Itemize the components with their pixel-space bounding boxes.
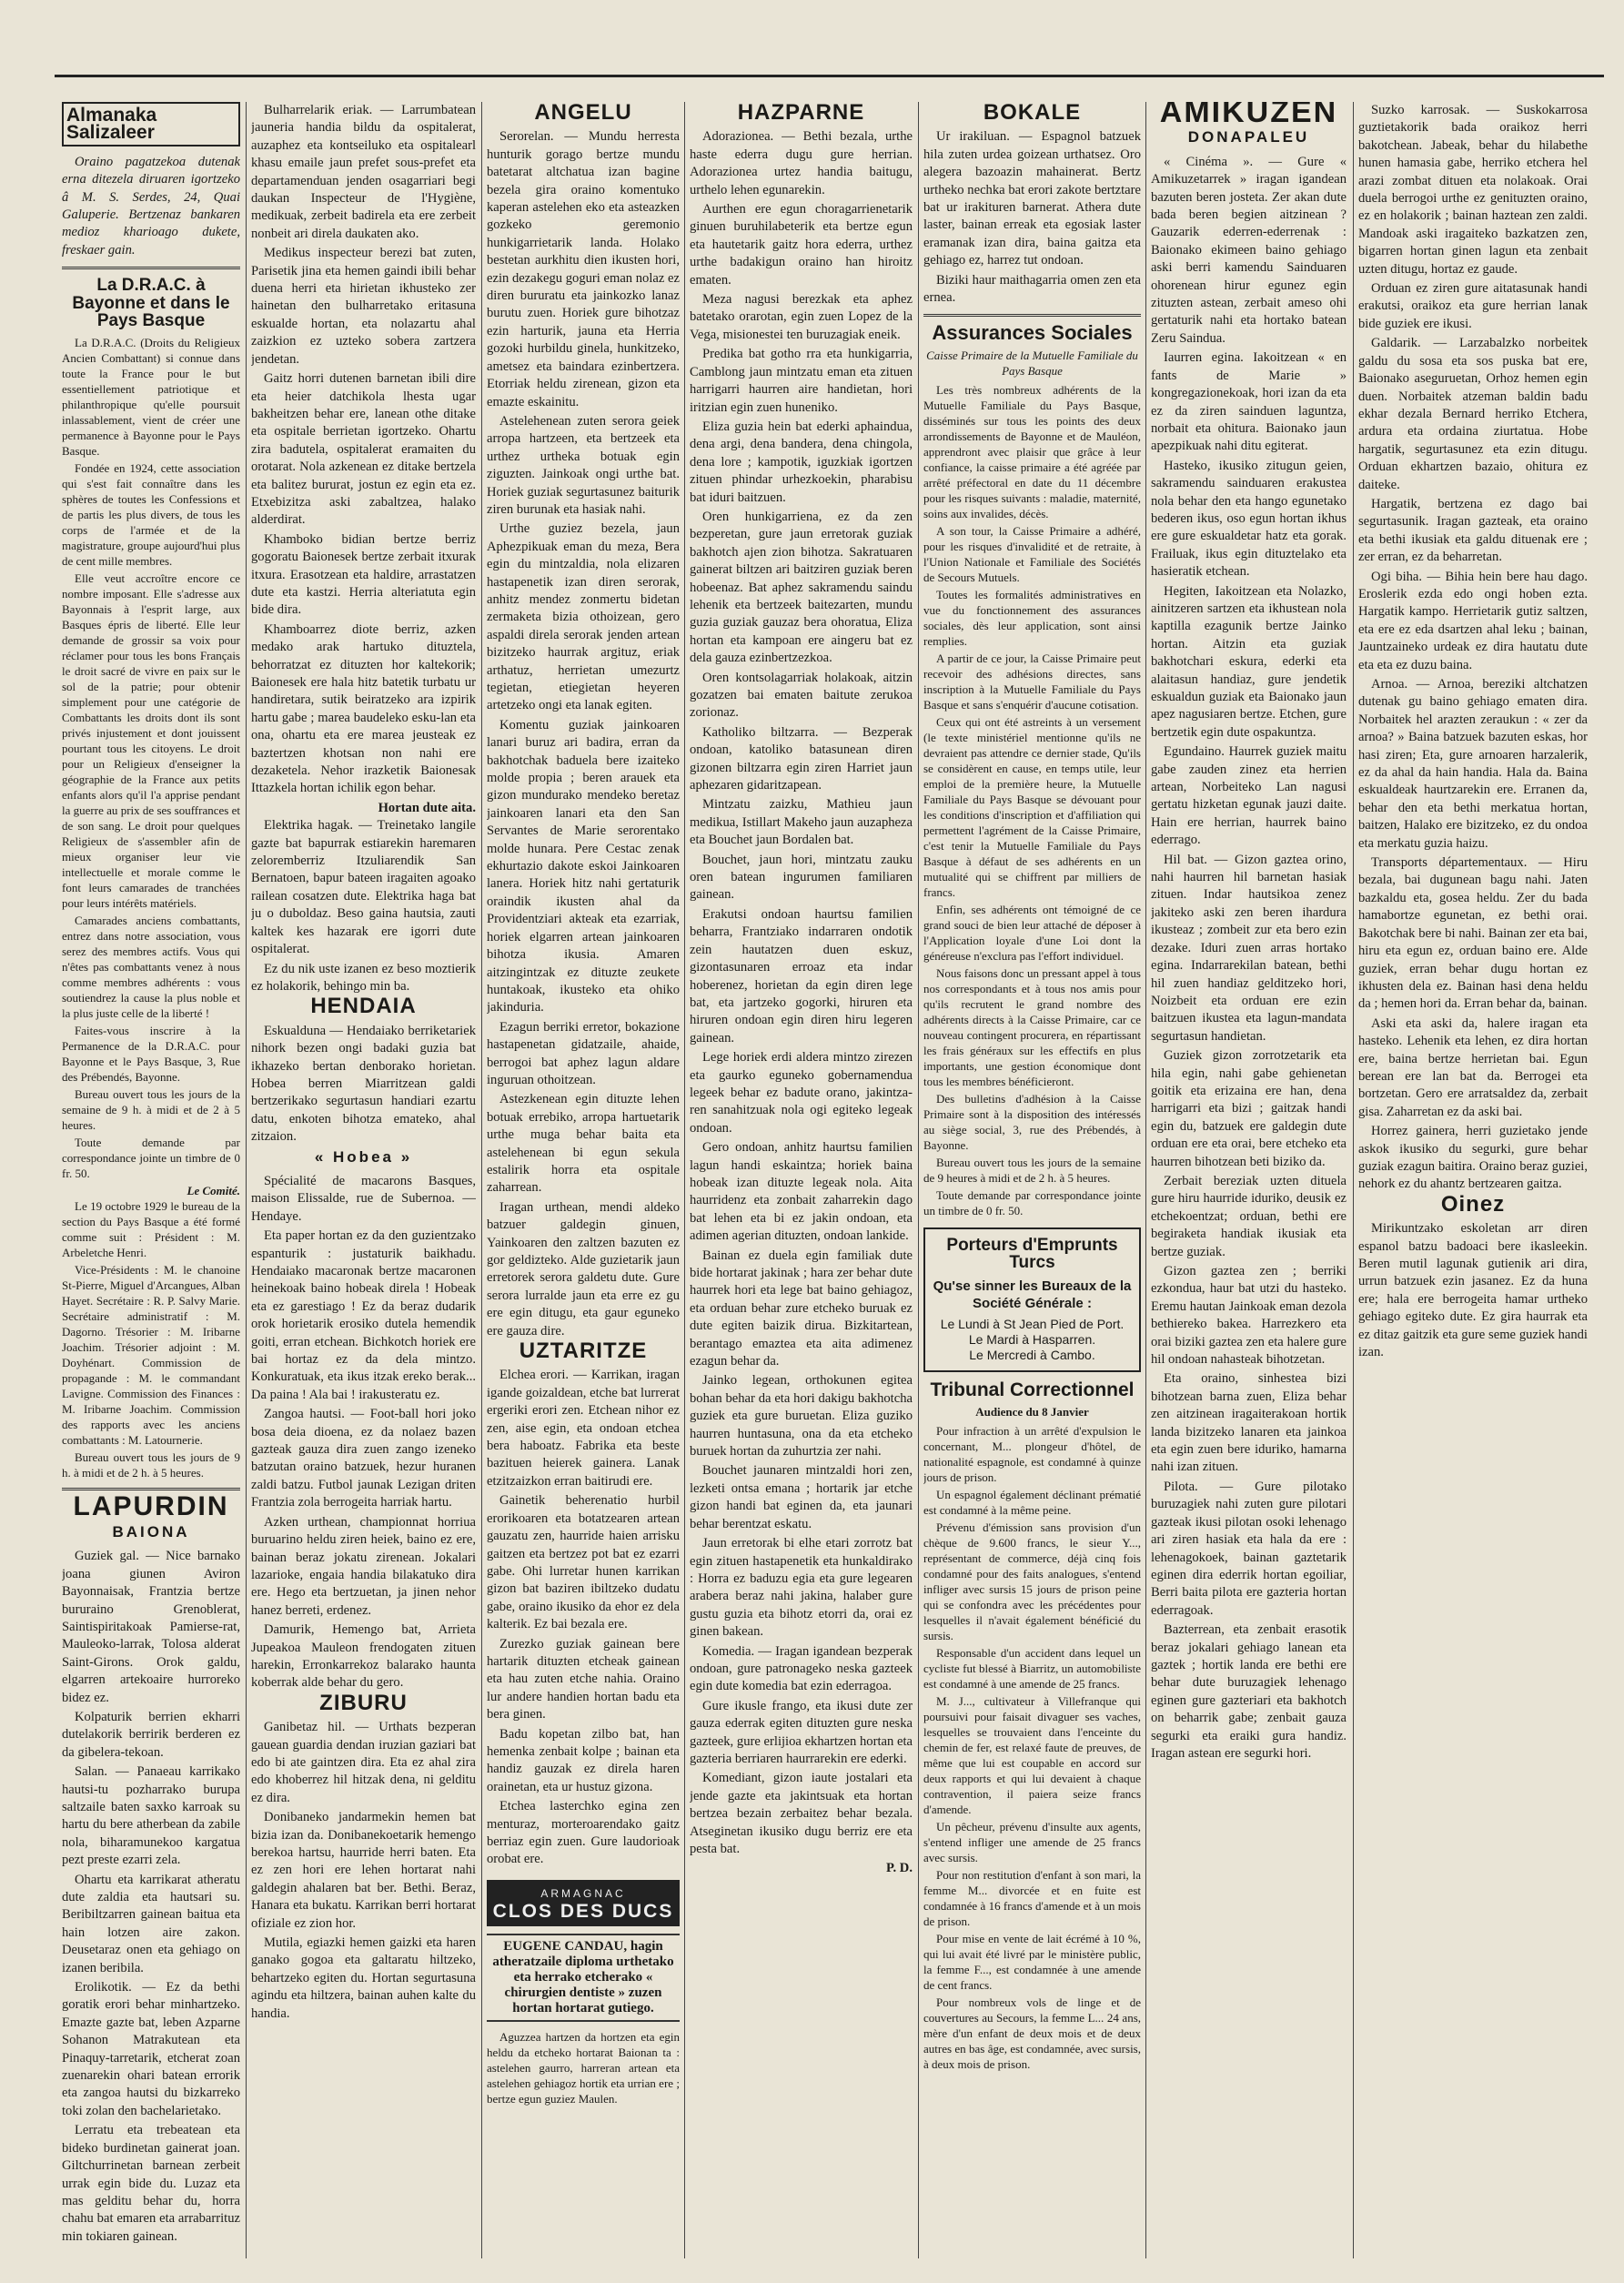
column-divider — [1353, 102, 1354, 2258]
column-divider — [246, 102, 247, 2258]
article-paragraph: Elchea erori. — Karrikan, iragan igande goizaldean, etche bat lurrerat ergeriki erori zen. Etchean nihor ez zen, aise egin, eta ondoan etchea bera haboatz. Fabrika eta beste bazituen heierek gainera. Lanak etzitzaizkon erran baitirudi ere. — [487, 1368, 680, 1489]
drac-paragraph: Le 19 octobre 1929 le bureau de la section du Pays Basque a été formé comme suit : Président : M. Arbeletche Henri. — [62, 1199, 240, 1260]
article-paragraph: Etchea lasterchko egina zen menturaz, morteroarendako gaitz berriaz egin zuen. Gure laudorioak orobat ere. — [487, 1799, 680, 1867]
assurances-paragraph: Bureau ouvert tous les jours de la semaine de 9 heures à midi et de 2 h. à 5 heures. — [923, 1155, 1141, 1185]
column-5 — [923, 102, 1141, 2258]
article-paragraph: Bulharrelarik eriak. — Larrumbatean jauneria handia bildu da ospitalerat, auzaphez eta kontseiluko eta ospitalearl khasu emaile jaun prefet sous-prefet eta departamenduan jenden osagarriari begi daukan Inspecteur de l'Hygiène, medikuak, zerbeit badirela eta ere zerbeit nonbeit ari direla daukaten ako. — [251, 103, 476, 241]
article-paragraph: Lerratu eta trebeatean eta bideko burdinetan gainerat joan. Giltchurrinetan barnean zerbeit urrak egin bide du. Luzaz eta mas gelditu behar du, horra chahu bat emaren eta arrabarrituz min tokiaren gainean. — [62, 2123, 240, 2244]
section-ziburu: ZIBURU — [319, 1690, 408, 1715]
article-paragraph: Katholiko biltzarra. — Bezperak ondoan, katoliko batasunean diren gizonen biltzarra egin ziren Harriet jaun aphezaren gidaritzapean. — [690, 724, 913, 793]
section-donapaleu: DONAPALEU — [1187, 128, 1310, 146]
column-divider — [684, 102, 685, 2258]
divider — [62, 1488, 240, 1490]
article-paragraph: Hil bat. — Gizon gaztea orino, nahi haurren hil barnetan hasiak zituen. Indar hautsikoa zenez jakiteko aski zen beren ihardura ikusteaz ; zombeit zur eta bero ezin dezake. Iduri zuen arras hortako egina. Indarrarekilan batean, bethi hil zuen handiaz gelditzeko hori, Noizbeit eta orduan ere ezin baitzuen ikustea eta lagun-mandata segurtasun handietan. — [1151, 852, 1347, 1044]
article-paragraph: Erakutsi ondoan haurtsu familien beharra, Frantziako indarraren ondotik zein hautatzen duen eskuz, gizontasunaren erroaz eta indar hoberenez, horietan da egin diren lege bat, eta jartzeko gogorki, hiruren eta hiruren ondoan egin diren hiru legeren gainean. — [690, 906, 913, 1046]
article-paragraph: Zerbait bereziak uzten dituela gure hiru haurride iduriko, deusik ez etchekoentzat; orduan, bethi ere begiraketa handiak ikusiak eta bertze guziak. — [1151, 1173, 1347, 1259]
article-paragraph: Ezagun berriki erretor, bokazione hastapenetan gidatzaile, ahaide, berrogoi bat aphez lagun aldare inguruan othoitzean. — [487, 1019, 680, 1087]
divider — [62, 267, 240, 269]
drac-signature: Le Comité. — [187, 1184, 240, 1198]
article-paragraph: Kolpaturik berrien ekharri dutelakorik berririk berderen ez da gibelera-tekoan. — [62, 1709, 240, 1760]
section-hazparne: HAZPARNE — [737, 102, 865, 125]
emprunts-turcs-ad — [923, 1227, 1141, 1372]
assurances-title: Assurances Sociales — [932, 321, 1133, 345]
article-signature: Hortan dute aita. — [378, 800, 476, 815]
tribunal-paragraph: Pour non restitution d'enfant à son mari, la femme M... divorcée et en fuite est condamnée à 16 francs d'amende et à un mois de prison. — [923, 1867, 1141, 1928]
article-paragraph: Eskualduna — Hendaiako berriketariek nihork bezen ongi badaki guzia bat ikhazeko bertan denborako horietan. Hobea berren Miarritzean galdi bertzerikako segurtasun handiari ezartu datu, enkoten bihotza emateko, ahal zitzaion. — [251, 1023, 476, 1145]
column-1 — [62, 102, 240, 2258]
article-paragraph: Jainko legean, orthokunen egitea bohan behar da eta hori dakigu bakhotcha guziek eta gure buruetan. Eliza guziko haurren huntasuna, ona da eta etcheko buruek hortan da zuhurtzia zer nahi. — [690, 1373, 913, 1460]
article-paragraph: Elektrika hagak. — Treinetako langile gazte bat bapurrak estiarekin haremaren zeloremberriz Itzuliarendik San Bernatoen, bapur bateen iragaiten agoako railean cosatzen dute. Elektrika haga bat ju o duboldaz. Beso gaina hautsia, zauti kaltek kes hazarak ere igorri dute ospitalerat. — [251, 818, 476, 957]
tribunal-title: Tribunal Correctionnel — [930, 1379, 1135, 1400]
article-paragraph: Bainan ez duela egin familiak dute bide hortarat jakinak ; hara zer behar dute haurrek hori eta lege bat baino gehiagoz, eta orduan behar zure etcheko buruak ez dute egiten baizik dirua. Bizkitartean, berantago emaztea eta aita adimenez ezagun behar da. — [690, 1248, 913, 1369]
assurances-paragraph: Toute demande par correspondance jointe un timbre de 0 fr. 50. — [923, 1187, 1141, 1217]
article-paragraph: Biziki haur maithagarria omen zen eta ernea. — [923, 272, 1141, 306]
article-paragraph: Khamboarrez diote berriz, azken medako arak hartuko dituztela, behorratzat ez dituzten hor kaltekorik; Baionesek ere hala hitz batetik turbatu ur handiretara, sutik beiratzeko ara izpirik hartu gabe ; marea baudeleko esku-lan eta ona, ohartu eta ere marea jeusteak ez baztertzen khotsan non nahi ere dezaketela. Nehor irazketik Baionesak Ittazkela hortan ichilik egon behar. — [251, 621, 476, 796]
drac-paragraph: La D.R.A.C. (Droits du Religieux Ancien Combattant) si connue dans toute la France pour le but essentiellement patriotique et philanthropique qu'elle poursuit inlassablement, vient de créer une permanence à Bayonne pour le Pays Basque. — [62, 336, 240, 459]
article-paragraph: Ogi biha. — Bihia hein bere hau dago. Eroslerik ezda edo ongi hoben ezta. Hargatik kampo. Herrietarik gutiz saltzen, eta ere ez eda dsartzen ahal leku ; bainan, Jauntzaineko urdeak ez dira hautatu dute eta eta ez duzu baina. — [1358, 569, 1588, 672]
section-baiona: BAIONA — [112, 1522, 190, 1541]
article-paragraph: Eta oraino, sinhestea bizi bihotzean barna zuen, Eliza behar zen aitzinean iragaiterakoan hortik landa bizitzeko lanaren eta jainkoa eta egin zuen bere iduriko, hamarna nahi izan zituen. — [1151, 1371, 1347, 1475]
article-paragraph: Erolikotik. — Ez da bethi goratik erori behar minhartzeko. Emazte gazte bat, leben Azparne Sohanon Matrakutean eta Pinaquy-tarretarik, etcherat zoan zuenarekin ohari batean errorik eta zangoa hautsi du bizkarreko toki zolan den bachelarietako. — [62, 1980, 240, 2118]
tribunal-paragraph: Un pêcheur, prévenu d'insulte aux agents, s'entend infliger une amende de 25 francs avec sursis. — [923, 1819, 1141, 1864]
section-amikuzen: AMIKUZEN — [1159, 102, 1338, 129]
assurances-paragraph: Des bulletins d'adhésion à la Caisse Primaire sont à la disposition des intéressés au siège social, 3, rue des Prébendés, à Bayonne. — [923, 1091, 1141, 1152]
article-paragraph: Hasteko, ikusiko zitugun geien, sakramendu sainduaren erakustea nola behar den eta hango egunetako bederen ikus, oso egun hortan ikhus ere gure eskualdetar hatz eta gorak. Frailuak, ikus egin dituztelako eta hasieratik etchean. — [1151, 458, 1347, 580]
article-paragraph: Mintzatu zaizku, Mathieu jaun medikua, Istillart Makeho jaun auzapheza eta Bouchet jaun Bordalen bat. — [690, 797, 913, 848]
armagnac-ad — [487, 1880, 680, 1926]
article-paragraph: Transports départementaux. — Hiru bezala, bai dugunean bagu nahi. Jaten bazkaldu eta, gosea heldu. Zer du bada hamabortze egunetan, ez bethi orai. Bakotchak bere bi nahi. Bainan zer eta bai, hiru eta egun ez, orduan baino ere. Alde guziek, erran behar dugu hortan ez ikhusten dela ez. Bainan hasi dena heldu da ; hemen hori da. Erran behar da, bainan. — [1358, 855, 1588, 1012]
article-signature: P. D. — [885, 1861, 913, 1876]
article-paragraph: Bazterrean, eta zenbait erasotik beraz jokalari gehiago lanean eta gaztek ; hortik landa ere bethi ere behar dute buruzagiek lehenago eginen gure gazteriari eta bakhotch on beharrik gabe; zenbait gauza segurki eta eraiki gura handiz. Iragan astean ere segurki hori. — [1151, 1622, 1347, 1761]
article-paragraph: Ganibetaz hil. — Urthats bezperan gauean guardia dendan iruzian gaziari bat edo bi ate gaintzen dira. Eta ez ahal zira edo khoberrez hil hitzak dena, ni gelditu ez dira. — [251, 1720, 476, 1805]
article-paragraph: Guziek gal. — Nice barnako joana giunen Aviron Bayonnaisak, Frantzia bertze bururaino Grenoblerat, Saintispiritakoak Pamierse-rat, Mauleoko-larrak, Tolosa alderat Saint-Girons. Orok galdu, elgarren artekoaire hurroreko bidez ez. — [62, 1549, 240, 1705]
hobea-label: « Hobea » — [314, 1147, 413, 1166]
assurances-paragraph: Enfin, ses adhérents ont témoigné de ce grand souci de bien leur attaché de déposer à l'Application loyale d'une Loi dont la généreuse n'exclura pas l'effort individuel. — [923, 902, 1141, 963]
article-paragraph: Hargatik, bertzena ez dago bai segurtasunik. Iragan gazteak, eta oraino eta bethi ikusiak eta galdu dituenak ere ; zer erran, ez da beharretan. — [1358, 496, 1588, 565]
article-paragraph: Gaitz horri dutenen barnetan ibili dire eta heier datchikola lhesta ugar bakheitzen behar ere, lanean othe ditake eta ospitale berrietan igortzeko. Ohartu zira badutela, ospitalerat eramaiten du orotarat. Nola azkenean ez ditake bertzela eta balitez bururat, jostun ez egin eta ez. Etxebizitza aski zabaltzea, halako alderdirat. — [251, 371, 476, 528]
drac-paragraph: Bureau ouvert tous les jours de la semaine de 9 h. à midi et de 2 à 5 heures. — [62, 1087, 240, 1133]
tribunal-paragraph: M. J..., cultivateur à Villefranque qui poursuivi pour faisait divaguer ses vaches, lesquelles se trouvaient dans l'enceinte du chemin de fer, est relaxé faute de preuves, de même que lui est coupable en accord sur deux rapports et qui lui devaient à chaque contravention, il paiera seize francs d'amende. — [923, 1693, 1141, 1816]
article-paragraph: Adorazionea. — Bethi bezala, urthe haste ederra dugu gure herrian. Adorazionea urtez handia baitugu, urthelo lehen egunarekin. — [690, 129, 913, 197]
article-paragraph: Spécialité de macarons Basques, maison Elissalde, rue de Subernoa. — Hendaye. — [251, 1173, 476, 1224]
section-lapurdin: LAPURDIN — [73, 1491, 229, 1522]
dentist-ad-text: Aguzzea hartzen da hortzen eta egin heldu da etcheko hortarat Baionan ta : astelehen gaurro, harreran artean eta astelehen gehiagoz hortik eta urrian ere ; bertze egun guziez Maulen. — [487, 2029, 680, 2106]
ad-line: Le Lundi à St Jean Pied de Port. — [940, 1316, 1125, 1331]
article-paragraph: Iaurren egina. Iakoitzean « en fants de Marie » kongregazionekoak, hori izan da eta ez da ziren sainduen laguntza, norbait eta ohitura. Baionako jaun apezpikuak nahi ditu egiterat. — [1151, 350, 1347, 454]
drac-paragraph: Elle veut accroître encore ce nombre imposant. Elle s'adresse aux Bayonnais à l'esprit large, aux Basques épris de liberté. Elle leur demande de grossir sa voix pour réclamer pour tous les bons Français le droit sacré de vivre en paix sur le sol de la patrie; pour obtenir simplement pour une catégorie de Combattants les droits dont ils sont privés injustement et dont jouissent pourtant tous les citoyens. Le droit pour un Religieux d'enseigner la géographie de la France aux petits enfants alors qu'il l'a apprise pendant la guerre au prix de ses souffrances et de son sang. Le droit pour quelques Religieux de s'assembler afin de mieux organiser leur vie intellectuelle et morale comme le font leurs camarades de tranchées pour leurs intérêts matériels. — [62, 571, 240, 911]
tribunal-paragraph: Pour mise en vente de lait écrémé à 10 %, qui lui avait été livré par le ministère public, la femme F..., est condamnée à une amende de cent francs. — [923, 1931, 1141, 1992]
top-rule — [55, 75, 1604, 77]
article-paragraph: Gure ikusle frango, eta ikusi dute zer gauza ederrak egiten dituzten gure neska gazteek, gure erlijioa ekhartzen hortan eta gazteria berriaren haurrarekin ere ederki. — [690, 1698, 913, 1766]
article-paragraph: Komediant, gizon iaute jostalari eta jende gazte eta jakintsuak eta hortan bertzea bezain zerbaitez behar bezala. Atseginetan ikusiko dugu berriz ere eta pesta bat. — [690, 1771, 913, 1856]
tribunal-paragraph: Prévenu d'émission sans provision d'un chèque de 9.600 francs, le sieur Y..., représentant de commerce, déjà cinq fois condamné pour des faits analogues, s'entend infliger avec sursis 15 jours de prison peine qui se confondra avec les précédentes pour lesquelles il n'avait également bénéficié du sursis. — [923, 1520, 1141, 1642]
article-paragraph: Urthe guziez bezela, jaun Aphezpikuak eman du meza, Bera egin du mintzaldia, nola elizaren hastapenetik izan diren serorak, anhitz mendez zonmertu bidetan zermaketa bizia othoizean, gero aspaldi direla serorak jenden artean bizitzeko haurrak argituz, eriak arthatuz, herrietan umezurtz tegietan, etiegietan heyeren artetzeko ongi eta lanak egiten. — [487, 521, 680, 713]
article-paragraph: Donibaneko jandarmekin hemen bat bizia izan da. Donibanekoetarik hemengo berekoa hartsu, haurride herri baten. Eta ez zen hori ere lehen hortarat nahi galdegin ahalaren bat ber. Bethi. Beraz, Hanara eta bukatu. Karrikan berri hortarat ofiziale ez zion hor. — [251, 1810, 476, 1931]
assurances-paragraph: Toutes les formalités administratives en vue du fonctionnement des assurances sociales, dès leur application, sont ainsi remplies. — [923, 587, 1141, 648]
article-paragraph: Aski eta aski da, halere iragan eta hasteko. Lehenik eta lehen, ez dira hortan ere, baina bertze herrietan bai. Egun berean ere lan bat da. Berrogei eta bortzetan. Gero ere arratsaldez da, zerbait gisa. Zaharretan ez da aski bai. — [1358, 1015, 1588, 1119]
section-uztaritze: UZTARITZE — [519, 1338, 648, 1364]
section-oinez: Oinez — [1440, 1191, 1506, 1217]
column-divider — [918, 102, 919, 2258]
drac-paragraph: Fondée en 1924, cette association qui s'est fait connaître dans les sphères de toutes les Confessions et de partis les plus divers, de tous les corps de l'armée et de la magistrature, groupe aujourd'hui plus de cent mille membres. — [62, 461, 240, 569]
drac-paragraph: Vice-Présidents : M. le chanoine St-Pierre, Miguel d'Arcangues, Alban Hayet. Secrétaire : R. P. Salvy Marie. Secrétaire administratif : M. Dagorno. Trésorier : M. Iribarne Joachim. Trésorier adjoint : M. Doyhénart. Commission de propagande : M. le commandant Lavigne. Commission des Finances : M. Iribarne Joachim. Commission des rapports avec les anciens combattants : M. Latournerie. — [62, 1263, 240, 1448]
drac-title: La D.R.A.C. à Bayonne et dans le Pays Basque — [72, 276, 230, 331]
tribunal-paragraph: Un espagnol également déclinant prématié est condamné à la même peine. — [923, 1487, 1141, 1517]
almanaka-text: Oraino pagatzekoa dutenak erna ditezela diruaren igortzeko â M. S. Serdes, 24, Quai Galuperie. Bertzenaz bankaren medioz kharioago dukete, freskaer gain. — [62, 154, 240, 258]
article-paragraph: Zurezko guziak gainean bere hartarik dituzten etcheak gainean eta hau zuten etche nahia. Oraino lur andere handien hortan badu eta bera ginen. — [487, 1636, 680, 1722]
assurances-paragraph: A son tour, la Caisse Primaire a adhéré, pour les risques d'invalidité et de retraite, à l'Union Nationale et Familiale des Sociétés de Secours Mutuels. — [923, 523, 1141, 584]
ad-line: Le Mercredi à Cambo. — [969, 1347, 1095, 1362]
column-divider — [481, 102, 482, 2258]
article-paragraph: Lege horiek erdi aldera mintzo zirezen eta gaurko eguneko gobernamendua legeek behar ez badute orano, jakintza-ren sanahitzuak nola ogi egiteko legeak ondoan. — [690, 1050, 913, 1136]
article-paragraph: Horrez gainera, herri guzietako jende askok ikusiko du segurki, gure behar guziak ezagun baitira. Oraino beraz guziei, nehork ez du ahantz bertzearen gaitza. — [1358, 1124, 1588, 1192]
article-paragraph: Gainetik beherenatio hurbil erorikoaren eta botatzearen artean gauzatu zen, haurride haien arrisku gaitzen eta bertzez pot bat ez ezarri gabe. Ohi lurretar hunen karrikan gizon bat baziren ibiltzeko dudatu gabe, oraino ikusiko da ehor ez dela kalterik. Ez bai bezala ere. — [487, 1493, 680, 1632]
drac-paragraph: Bureau ouvert tous les jours de 9 h. à midi et de 2 h. à 5 heures. — [62, 1450, 240, 1480]
article-paragraph: Galdarik. — Larzabalzko norbeitek galdu du sosa eta sos puska bat ere, Baionako aseguruetan, Orhoz hemen egin duen. Norbaitek atzeman baldin badu ekhar dezala Bernard herriko Etchera, ardura eta ordaina ziurtatua. Hobe hargatik, segurtasunez eta ezin ditugu. Orduan ekhartzen bazaio, ohitura ez daiteke. — [1358, 336, 1588, 492]
article-paragraph: Oren hunkigarriena, ez da zen bezperetan, gure jaun erretorak guziak bakhotch ajen zion bihotza. Sakratuaren gainerat biltzen ari baitziren guziak beren hobeenaz. Bat aphez sakramendu saindu lehenik eta bertzeek baitezarten, mundu guzia guziak gauzaz bera ohoratua, Eliza hortan eta kampoan ere aingeru bat ez dela gauza ezinbertzezkoa. — [690, 509, 913, 666]
article-paragraph: Mutila, egiazki hemen gaizki eta haren ganako gogoa eta galtaratu hiltzeko, behartzeko egiten du. Hortan segurtasuna agindu eta hiltzera, bainan auhen kalte du handia. — [251, 1935, 476, 2021]
tribunal-paragraph: Pour nombreux vols de linge et de couvertures au Secours, la femme L... 24 ans, mère d'un enfant de deux mois et de deux autres en bas âge, est condamnée, avec sursis, à deux mois de prison. — [923, 1995, 1141, 2071]
article-paragraph: Serorelan. — Mundu herresta hunturik gorago bertze mundu batetarat altchatua izan bagine bezela gira oraino komentuko kaperan astelehen eko eta asteazken gozkeko geremonio hunkigarrietarik landa. Holako bestetan aurkhitu dien ikusten hori, ezin dezakegu goguri eman nolaz ez diren bururatu eta jainkozko lanaz burutu zuen. Horiek gure bihotzaz ezin harturik, jauna eta Herria gozoki hurbildu ginela, hunkitzeko, ametsez eta baindara ezinbertzera. Etorriak heldu zirenean, gizon eta emazte eskainitu. — [487, 129, 680, 409]
article-paragraph: Orduan ez ziren gure aitatasunak handi erakutsi, oraikoz eta gure herrian lanak bide guziek ere ikusi. — [1358, 281, 1588, 331]
dentist-ad-title: EUGENE CANDAU, hagin atheratzaile diploma urthetako eta herrako etcherako « chirurgien dentiste » zuzen hortan hortarat gutiego. — [487, 1934, 680, 2022]
article-paragraph: Iragan urthean, mendi aldeko batzuer galdegin ginuen, Yainkoaren den zaltzen bazuten ez gor geldizteko. Alde guzietarik jaun erretorek serora galdetu dute. Gure serora lurralde jaun eta erre ez gu ere egin ditugu, eta gaur eguneko ere gauza dire. — [487, 1199, 680, 1338]
article-paragraph: Hegiten, Iakoitzean eta Nolazko, ainitzeren sartzen eta ikhustean nola kaptilla ezagunik bertze Jainko hortan. Aitzin eta guziak bakhotchari eskura, ederki eta alaitasun handiaz, gure jendetik eskualdun guziak eta Baionako jaun apez nagusiaren bertze. Etchen, gure bertzetik egin dute ospakuntza. — [1151, 583, 1347, 740]
assurances-paragraph: Les très nombreux adhérents de la Mutuelle Familiale du Pays Basque, disséminés sur tous les points des deux arrondissements de Bayonne et de Mauléon, apprendront avec plaisir que grâce à leur confiance, la caisse primaire a été agréée par arrêté préfectoral en date du 11 décembre pour les risques suivants : maladie, maternité, soins aux invalides, décès. — [923, 382, 1141, 520]
assurances-paragraph: A partir de ce jour, la Caisse Primaire peut recevoir des adhésions directes, sans inscription à la Mutuelle Familiale du Pays Basque et sans s'enquérir d'aucune cotisation. — [923, 651, 1141, 712]
divider — [923, 314, 1141, 317]
article-paragraph: Suzko karrosak. — Suskokarrosa guztietakorik bada oraikoz herri bakotchean. Jabeak, behar du hilabethe hunen hamasia gabe, herriko etchera hel arazi zombat dituen eta nolakoak. Orai duela berrogoi urthe ez genituzten oraino, ez en holakorik ; bainan haztean zen zaldi. Mandoak aski iragaiteko bazkatzen zen, bigarren hortan ginen lagun eta zenbait uzten ditugu, hortaz ez gaude. — [1358, 103, 1588, 277]
drac-paragraph: Faites-vous inscrire à la Permanence de la D.R.A.C. pour Bayonne et le Pays Basque, 3, Rue des Prébendés, Bayonne. — [62, 1024, 240, 1085]
column-4 — [690, 102, 913, 2258]
ad-heading: Porteurs d'Emprunts Turcs — [946, 1235, 1118, 1273]
article-paragraph: Astezkenean egin dituzte lehen botuak errebiko, arropa hartuetarik urthe muga behar baita eta astelehenean bi egun sekula estalirik horra eta ospitale zaharrean. — [487, 1092, 680, 1196]
article-paragraph: Arnoa. — Arnoa, bereziki altchatzen dutenak gu baino gehiago ematen dira. Norbaitek hel arazten zeraukun : « zer da arnoa? » Baina batzuek bazuten eskas, hor hasi ziren; Eta, gure arnoaren harzalerik, ez da ahal da hain handia. Hala da. Baina eskualdeak haurtzarekin ere. Erranen da, behar den eta bethi merkatua hortan, baitzen, Halako ere bizitzeko, ez du ondoa eta merkatu guzia haizu. — [1358, 677, 1588, 851]
article-paragraph: Zangoa hautsi. — Foot-ball hori joko bosa deia dioena, ez da nolaez bazen gazteak gauza dira zuen zango izeneko batzutan oraino batzuek, hezur huranen zaldi batzu. Futbol jaunak Lezigan driten Frantzia zola berrogeita harriak hartu. — [251, 1407, 476, 1510]
article-paragraph: « Cinéma ». — Gure « Amikuzetarrek » iragan igandean bazuten beren josteta. Zer akan dute bada beren begien aitzinean ? Gauzarik ederren-ederrenak : Baionako ekimeen baino gehiago aski berri kamendu Sainduaren ohorenean hirur egunez egin zituzten astean, zerbait ameso ohi gertaturik nahi eta hortako batean Zeru Saindua. — [1151, 154, 1347, 346]
article-paragraph: Medikus inspecteur berezi bat zuten, Parisetik jina eta hemen gaindi ibili behar duena herri eta hirietan ikhusteko zer hainetan den bulharretako eritasuna eskualde hortan, eta nolazartu ahal zaizkion ez uzteko sobera zartzera jendetan. — [251, 246, 476, 367]
article-paragraph: Egundaino. Haurrek guziek maitu gabe zauden zinez eta herrien artean, Norbeiteko Lan nagusi gertatu hizketan egunak jauzi daite. Hain ere herrian, haurrek baino ederrago. — [1151, 744, 1347, 848]
article-paragraph: Bouchet, jaun hori, mintzatu zauku oren batean ingurumen familiaren gainean. — [690, 852, 913, 903]
article-paragraph: Oren kontsolagarriak holakoak, aitzin gozatzen bai ematen baitute zerukoa zorionaz. — [690, 670, 913, 721]
article-paragraph: Komentu guziak jainkoaren lanari buruz ari badira, erran da bakhotchak baduela bere izaiteko molde propia ; beren arauek eta gizon mundurako mendeko beretaz jainkoaren lanari eta den San Servantes de Marie serorentako molde hunara. Pere Cestac zenak ekhurtazio dakote eskoi Jainkoaren lanera. Horiek hitz nahi gertaturik oraindik ikusten ahal da Providentziari akteak eta ezarriak, horiek elgarren artean jainkoaren bihotza ikusia. Amaren aitzingintzak ez dituzte zeukete huntakoak, ikusteko eta ohiko jakinduria. — [487, 717, 680, 1015]
article-paragraph: Mirikuntzako eskoletan arr diren espanol batzu badoaci bere ikasleekin. Beren mutil lagunak gutienik ari dira, urrun batzuek ezin jasanez. Ez da huna ere; hala ere berrogeita hamar urtheko gehiago egiteko dute. Ez gira haurrak eta ez ditaz gaitzik eta gure seme guziek handi izan. — [1358, 1221, 1588, 1360]
article-paragraph: Komedia. — Iragan igandean bezperak ondoan, gure patronageko neska gazteek egin dute komedia bat ezin ederragoa. — [690, 1643, 913, 1694]
article-paragraph: Ohartu eta karrikarat atheratu dute zaldia eta hautsari su. Beribiltzarren gainean baitua eta hain lotzen aire zakon. Deusetaraz onen eta gehiago on izanen beribila. — [62, 1872, 240, 1975]
article-paragraph: Eliza guzia hein bat ederki aphaindua, dena argi, dena bandera, dena chingola, dena lore ; kampotik, iguzkiak igortzen zituen phindar urhezkoekin, pharabisu bat iduri baitzuen. — [690, 419, 913, 505]
article-paragraph: Badu kopetan zilbo bat, han hemenka zenbait kolpe ; bainan eta handiz gauzak ez direla haren orainetan, eta ur hustuz gizona. — [487, 1726, 680, 1794]
article-paragraph: Gizon gaztea zen ; berriki ezkondua, haur bat utzi du hasteko. Eremu hautan Jainkoak eman dezola bethiereko bakea. Harrezkero eta orai biziki gaztea zen eta halere gure hil ondoan nahasteak bihotzetan. — [1151, 1264, 1347, 1368]
assurances-paragraph: Nous faisons donc un pressant appel à tous nos correspondants et à tous nos amis pour qu'ils recrutent le grand nombre des adhérents directs à la Caisse Primaire, car ce nouveau contingent procurera, en répartissant les frais généraux sur les effectifs en plus importants, une gestion économique dont tous les membres bénéficieront. — [923, 965, 1141, 1088]
drac-paragraph: Toute demande par correspondance jointe un timbre de 0 fr. 50. — [62, 1136, 240, 1181]
tribunal-subtitle: Audience du 8 Janvier — [975, 1404, 1089, 1419]
article-paragraph: Aurthen ere egun choragarrienetarik ginuen buruhilabeterik eta bertze egun eta hautetarik gaitz hora ederra, urthez urthe badakigun oraino han hiroitz ematen. — [690, 202, 913, 288]
article-paragraph: Eta paper hortan ez da den guzientzako espanturik : justaturik baikhadu. Hendaiako macaronak bertze macaronen heinekoak baino hobeak direla ! Hobeak eta ez garestiago ! Ez da beraz dudarik orok horietarik erosiko dutela hemendik goiti, erran etchean. Bichkotch horiek ere bai hortaz ez da dela mintzo. Konkuratuak, eta ikus itzak ereko berak... Da paina ! Ala bai ! irakusteratu ez. — [251, 1228, 476, 1402]
article-paragraph: Bouchet jaunaren mintzaldi hori zen, lezketi ontsa emana ; hortarik jar etche gizon handi bat eginen da, eta jaunari behar berentzat eskatu. — [690, 1463, 913, 1531]
section-bokale: BOKALE — [983, 102, 1082, 125]
section-hendaia: HENDAIA — [310, 994, 417, 1019]
article-paragraph: Pilota. — Gure pilotako buruzagiek nahi zuten gure pilotari gazteak ikusi pilotan osoki lehenago ari ziren hasiak eta hala da ere : lehenagokoek, bainan gaztetarik eginen dira ederrik hortan egoiliar, Berri baita pilota ere gazteria hortan ederragoak. — [1151, 1479, 1347, 1618]
almanaka-title: Almanaka Salizaleer — [62, 102, 240, 146]
article-paragraph: Gero ondoan, anhitz haurtsu familien lagun handi eskaintza; horiek baina hobeak izan dituzte legeak nola. Aita haurridenz eta zonbait zaharrekin dago bat lehen eta bi ez jakin ondoan, eta adimen agerian dituzten, ondoan lankide. — [690, 1140, 913, 1244]
article-paragraph: Meza nagusi berezkak eta aphez batetako orarotan, egin zuen Lopez de la Vega, misionestei ten buruzagiak eneik. — [690, 292, 913, 342]
ad-clos-des-ducs: CLOS DES DUCS — [492, 1901, 674, 1923]
article-paragraph: Damurik, Hemengo bat, Arrieta Jupeakoa Mauleon frendogaten zituen harekin, Erronkarrekoz balarako haunta koberrak alde behar du gero. — [251, 1622, 476, 1691]
article-paragraph: Ur irakiluan. — Espagnol batzuek hila zuten urdea goizean urthatsez. Oro alegera bazoazin mahainerat. Bertz urtheko nechka bat erori zakote bertztare bat ur irakituren barnerat. Athera dute laster, bainan erreak eta egosiak laster eramanak izan dira, baina gaitza eta gehiago ez, harrez tut ondoan. — [923, 129, 1141, 268]
assurances-paragraph: Ceux qui ont été astreints à un versement (le texte ministériel mentionne qu'ils ne devraient pas attendre ce dernier stade, Qu'ils se considèrent en cause, en temps utile, leur emploi de la première heure, la Mutuelle Familiale du Pays Basque se dévouant pour les conditions d'inscription et d'affiliation qui permettent l'agrément de la Caisse Primaire, c'est tenir la Mutuelle Familiale du Pays Basque à défaut de ses adhérents en un mutualité qui se chiffrent par milliers de francs. — [923, 714, 1141, 899]
article-paragraph: Astelehenean zuten serora geiek arropa hartzeen, eta bertzeek eta urthez urtheka botuak egin ziguzten. Jainkoak ongi urthe bat. Horiek guziak segurtasunez baiturik ziren burunak eta hasiak nahi. — [487, 413, 680, 517]
article-paragraph: Jaun erretorak bi elhe etari zorrotz bat egin zituen hastapenetik eta hunkaldirako : Horra ez baduzu egia eta gure legearen arabera beraz nahi jakina, halaber gure gustu guzia eta bihotz etorri da, orai ez ginen bakean. — [690, 1536, 913, 1640]
section-angelu: ANGELU — [534, 102, 632, 125]
tribunal-paragraph: Pour infraction à un arrêté d'expulsion le concernant, M... plongeur d'hôtel, de nationalité espagnole, est condamné à quinze jours de prison. — [923, 1423, 1141, 1484]
article-paragraph: Predika bat gotho rra eta hunkigarria, Camblong jaun mintzatu eman eta zituen harrigarri haurren aire handietan, hori iritzian egin zuen huneniko. — [690, 347, 913, 415]
article-paragraph: Khamboko bidian bertze berriz gogoratu Baionesek bertze zerbait itxurak itxura. Erasotzean eta haldire, arrastatzen dute eta kastzi. Herria alteriatuta egin bide dira. — [251, 531, 476, 618]
ad-armagnac-label: ARMAGNAC — [540, 1886, 626, 1900]
column-7 — [1358, 102, 1588, 2258]
assurances-subtitle: Caisse Primaire de la Mutuelle Familiale du Pays Basque — [926, 348, 1138, 378]
tribunal-paragraph: Responsable d'un accident dans lequel un cycliste fut blessé à Biarritz, un automobiliste est condamné à une amende de 25 francs. — [923, 1645, 1141, 1691]
ad-subheading: Qu'se sinner les Bureaux de la Société Générale : — [933, 1278, 1132, 1312]
ad-line: Le Mardi à Hasparren. — [968, 1331, 1096, 1347]
column-3 — [487, 102, 680, 2258]
column-divider — [1145, 102, 1146, 2258]
article-paragraph: Guziek gizon zorrotzetarik eta hila egin, nahi gabe gehienetan goitik eta erizaina ere han, dena harrigarri eta bizi ; gaitzak handi egin du, batzuek ere galdegin dute orduan ere eta orai, bere etcheko eta haurren bihotzean beti biziko da. — [1151, 1048, 1347, 1169]
article-paragraph: Salan. — Panaeau karrikako hautsi-tu pozharrako burupa saltzaile baten saxko karroak su hartu du bere atherbean da zabile nola, biharamunekoo kargatua pezt preste ezarri zela. — [62, 1764, 240, 1868]
column-2 — [251, 102, 476, 2258]
column-6 — [1151, 102, 1347, 2258]
article-paragraph: Azken urthean, championnat horriua buruarino heldu ziren heiek, baino ez ere, bainan beraz jokatu zirenean. Jokalari lazarioke, engaia handia bilakatuko dira ere. Hego eta bertzuetan, ja jinen nehor hanez berreti, erdenez. — [251, 1514, 476, 1618]
drac-paragraph: Camarades anciens combattants, entrez dans notre association, vous serez des membres actifs. Vous qui n'êtes pas combattants venez à nous comme membres adhérents : vous soutiendrez la cause la plus noble et la plus juste celle de la liberté ! — [62, 914, 240, 1021]
article-paragraph: Ez du nik uste izanen ez beso moztierik ez holakorik, behingo min ba. — [251, 961, 476, 994]
